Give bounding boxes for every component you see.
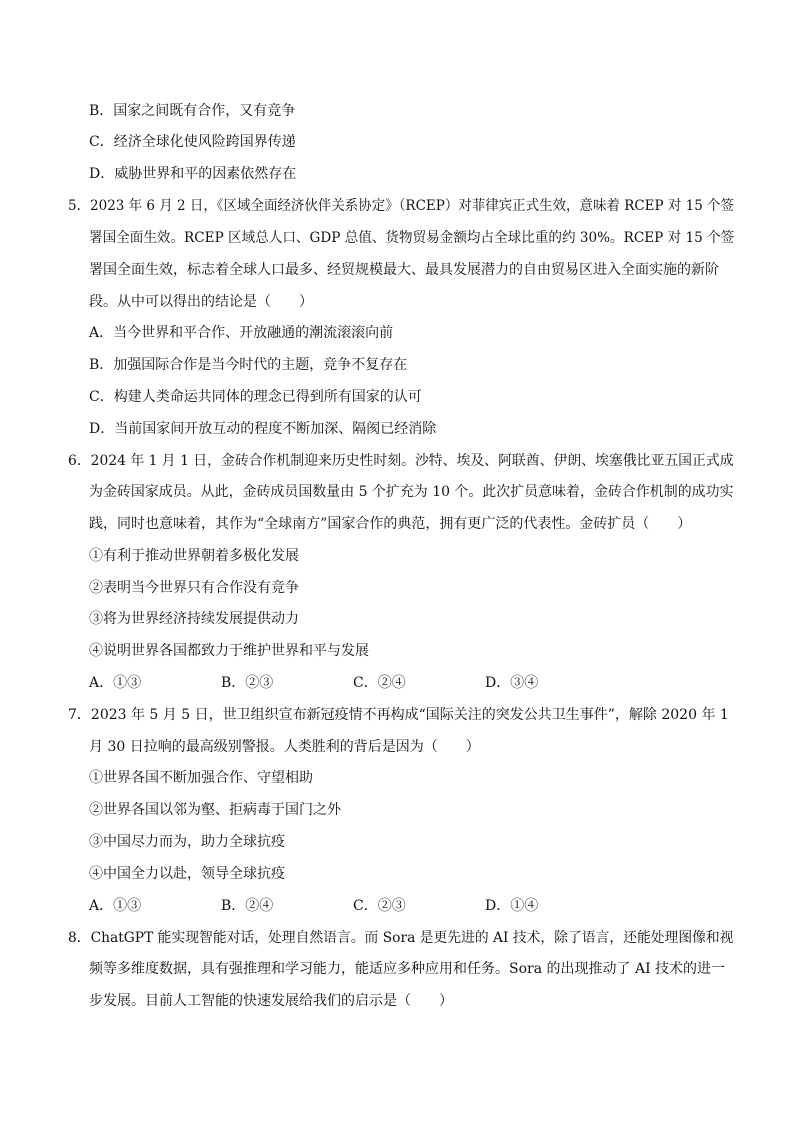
question-7-item-2: ②世界各国以邻为壑、拒病毒于国门之外 bbox=[89, 802, 341, 818]
choice-a: A．①③ bbox=[89, 898, 142, 914]
question-5-line-3: 署国全面生效，标志着全球人口最多、经贸规模最大、最具发展潜力的自由贸易区进入全面实施的新阶 bbox=[89, 262, 719, 278]
question-7-line-1: 7．2023 年 5 月 5 日，世卫组织宣布新冠疫情不再构成“国际关注的突发公共卫生事件”，解除 2020 年 1 bbox=[68, 707, 729, 723]
question-5-line-2: 署国全面生效。RCEP 区域总人口、GDP 总值、货物贸易金额均占全球比重的约 30%。RCEP 对 15 个签 bbox=[89, 230, 735, 246]
choice-c: C．②④ bbox=[353, 675, 406, 691]
choice-b: B．②④ bbox=[221, 898, 274, 914]
question-5-option-a: A．当今世界和平合作、开放融通的潮流滚滚向前 bbox=[89, 325, 394, 341]
question-5-line-1: 5．2023 年 6 月 2 日，《区域全面经济伙伴关系协定》（RCEP）对菲律宾正式生效，意味着 RCEP 对 15 个签 bbox=[68, 198, 734, 214]
option-b: B．国家之间既有合作，又有竞争 bbox=[89, 103, 296, 119]
option-c: C．经济全球化使风险跨国界传递 bbox=[89, 134, 296, 150]
question-6-item-3: ③将为世界经济持续发展提供动力 bbox=[89, 611, 299, 627]
question-7-item-3: ③中国尽力而为，助力全球抗疫 bbox=[89, 834, 285, 850]
option-d: D．威胁世界和平的因素依然存在 bbox=[89, 166, 297, 182]
question-5-line-4: 段。从中可以得出的结论是（ ） bbox=[89, 294, 313, 310]
question-6-item-1: ①有利于推动世界朝着多极化发展 bbox=[89, 548, 299, 564]
question-7-line-2: 月 30 日拉响的最高级别警报。人类胜利的背后是因为（ ） bbox=[89, 739, 480, 755]
question-7-item-4: ④中国全力以赴，领导全球抗疫 bbox=[89, 866, 285, 882]
question-6-item-2: ②表明当今世界只有合作没有竞争 bbox=[89, 580, 299, 596]
choice-b: B．②③ bbox=[221, 675, 274, 691]
choice-a: A．①③ bbox=[89, 675, 142, 691]
question-6-line-1: 6．2024 年 1 月 1 日，金砖合作机制迎来历史性时刻。沙特、埃及、阿联酋、伊朗、埃塞俄比亚五国正式成 bbox=[68, 453, 734, 469]
question-8-line-2: 频等多维度数据，具有强推理和学习能力，能适应多种应用和任务。Sora 的出现推动了 AI 技术的进一 bbox=[89, 961, 726, 977]
question-5-option-d: D．当前国家间开放互动的程度不断加深、隔阂已经消除 bbox=[89, 421, 437, 437]
question-6-line-3: 践，同时也意味着，其作为“全球南方”国家合作的典范，拥有更广泛的代表性。金砖扩员（ ） bbox=[89, 516, 692, 532]
choice-d: D．①④ bbox=[485, 898, 539, 914]
question-8-line-3: 步发展。目前人工智能的快速发展给我们的启示是（ ） bbox=[89, 993, 453, 1009]
choice-d: D．③④ bbox=[485, 675, 539, 691]
choice-c: C．②③ bbox=[353, 898, 406, 914]
question-8-line-1: 8．ChatGPT 能实现智能对话，处理自然语言。而 Sora 是更先进的 AI 技术，除了语言，还能处理图像和视 bbox=[68, 930, 734, 946]
question-6-line-2: 为金砖国家成员。从此，金砖成员国数量由 5 个扩充为 10 个。此次扩员意味着，金砖合作机制的成功实 bbox=[89, 484, 734, 500]
question-5-option-b: B．加强国际合作是当今时代的主题，竞争不复存在 bbox=[89, 357, 408, 373]
question-7-choices bbox=[89, 896, 617, 916]
question-7-item-1: ①世界各国不断加强合作、守望相助 bbox=[89, 770, 313, 786]
question-6-item-4: ④说明世界各国都致力于维护世界和平与发展 bbox=[89, 643, 369, 659]
question-5-option-c: C．构建人类命运共同体的理念已得到所有国家的认可 bbox=[89, 389, 422, 405]
question-6-choices bbox=[89, 673, 617, 693]
